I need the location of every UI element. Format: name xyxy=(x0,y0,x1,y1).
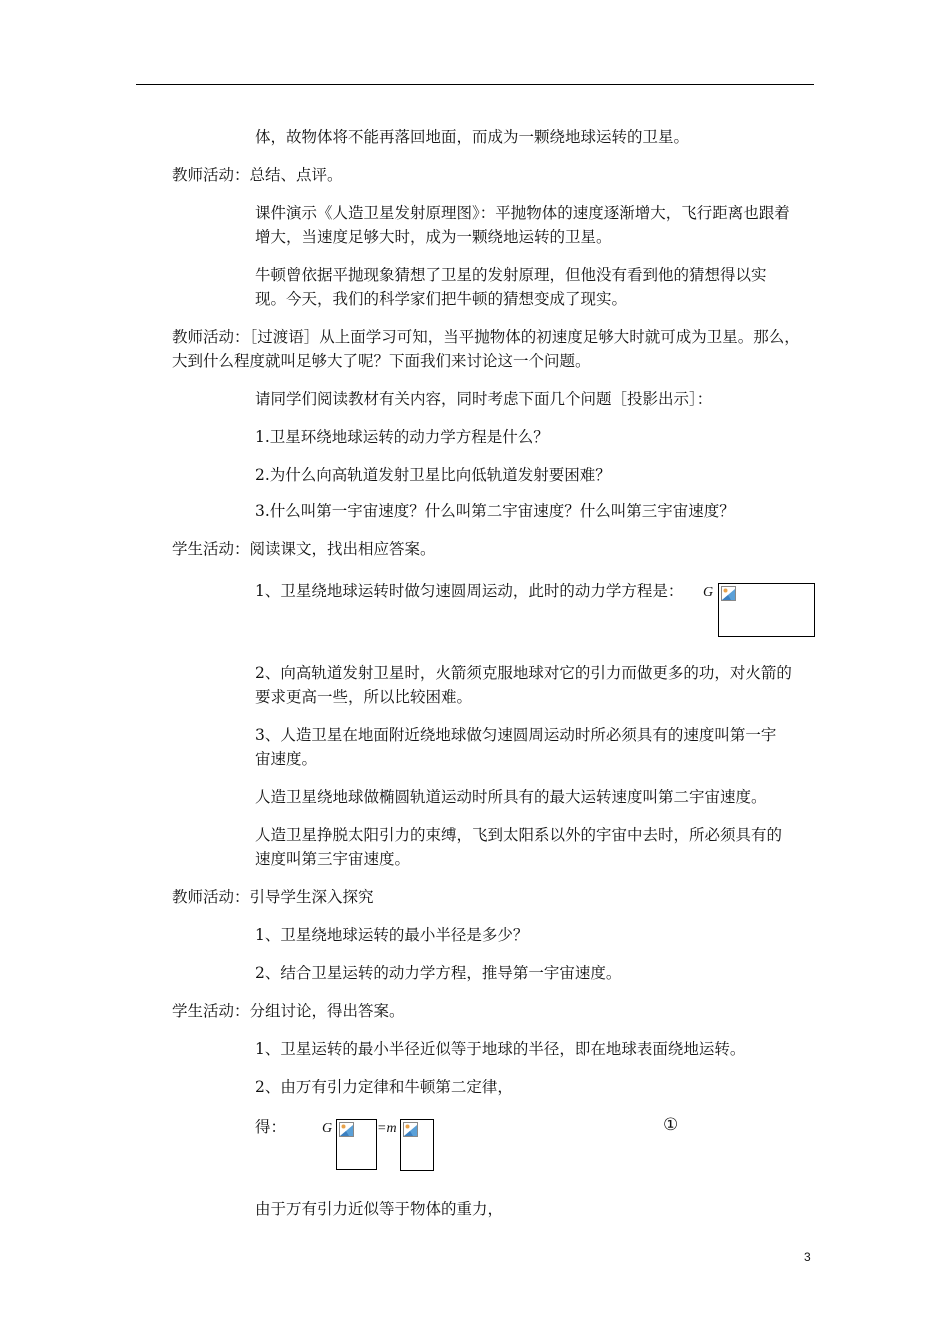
text-line: 学生活动：分组讨论，得出答案。 xyxy=(172,1002,405,1020)
text-line: 请同学们阅读教材有关内容，同时考虑下面几个问题［投影出示］： xyxy=(255,390,713,408)
text-line: 人造卫星挣脱太阳引力的束缚，飞到太阳系以外的宇宙中去时，所必须具有的 xyxy=(255,826,783,844)
text-line: 大到什么程度就叫足够大了呢？下面我们来讨论这一个问题。 xyxy=(172,352,591,370)
text-line: 教师活动：［过渡语］从上面学习可知，当平抛物体的初速度足够大时就可成为卫星。那么， xyxy=(172,328,800,346)
text-line: 教师活动：引导学生深入探究 xyxy=(172,888,374,906)
formula-symbol-g: G xyxy=(703,585,714,600)
text-line: 课件演示《人造卫星发射原理图》：平抛物体的速度逐渐增大，飞行距离也跟着 xyxy=(255,204,790,222)
formula-image-placeholder xyxy=(718,583,815,637)
text-line: 1.卫星环绕地球运转的动力学方程是什么？ xyxy=(255,428,549,446)
broken-image-icon xyxy=(403,1122,418,1137)
text-line: 3、人造卫星在地面附近绕地球做匀速圆周运动时所必须具有的速度叫第一宇 xyxy=(255,726,777,744)
page-number: 3 xyxy=(804,1250,811,1264)
formula-image-placeholder xyxy=(400,1119,434,1171)
text-line: 3.什么叫第一宇宙速度？什么叫第二宇宙速度？什么叫第三宇宙速度？ xyxy=(255,502,735,520)
text-line: 2.为什么向高轨道发射卫星比向低轨道发射要困难？ xyxy=(255,466,611,484)
text-line: 体，故物体将不能再落回地面，而成为一颗绕地球运转的卫星。 xyxy=(255,128,690,146)
text-line: 教师活动：总结、点评。 xyxy=(172,166,343,184)
text-line: 现。今天，我们的科学家们把牛顿的猜想变成了现实。 xyxy=(255,290,628,308)
text-line: 得： xyxy=(255,1118,287,1136)
broken-image-icon xyxy=(339,1122,354,1137)
formula-equals-m: =m xyxy=(377,1121,397,1136)
text-line: 2、由万有引力定律和牛顿第二定律， xyxy=(255,1078,513,1096)
text-line: 由于万有引力近似等于物体的重力， xyxy=(255,1200,504,1218)
text-line: 2、结合卫星运转的动力学方程，推导第一宇宙速度。 xyxy=(255,964,622,982)
formula-image-placeholder xyxy=(336,1119,377,1170)
text-line: 增大，当速度足够大时，成为一颗绕地运转的卫星。 xyxy=(255,228,612,246)
formula-symbol-g: G xyxy=(322,1121,333,1136)
text-line: 牛顿曾依据平抛现象猜想了卫星的发射原理，但他没有看到他的猜想得以实 xyxy=(255,266,767,284)
header-rule xyxy=(136,84,814,85)
text-line: 宙速度。 xyxy=(255,750,318,768)
broken-image-icon xyxy=(721,586,736,601)
equation-number: ① xyxy=(663,1115,679,1135)
text-line: 1、卫星运转的最小半径近似等于地球的半径，即在地球表面绕地运转。 xyxy=(255,1040,746,1058)
text-line: 人造卫星绕地球做椭圆轨道运动时所具有的最大运转速度叫第二宇宙速度。 xyxy=(255,788,767,806)
text-line: 学生活动：阅读课文，找出相应答案。 xyxy=(172,540,436,558)
text-line: 速度叫第三宇宙速度。 xyxy=(255,850,411,868)
text-line: 要求更高一些，所以比较困难。 xyxy=(255,688,473,706)
text-line: 2、向高轨道发射卫星时，火箭须克服地球对它的引力而做更多的功，对火箭的 xyxy=(255,664,792,682)
text-line: 1、卫星绕地球运转时做匀速圆周运动，此时的动力学方程是： xyxy=(255,582,684,600)
text-line: 1、卫星绕地球运转的最小半径是多少？ xyxy=(255,926,529,944)
